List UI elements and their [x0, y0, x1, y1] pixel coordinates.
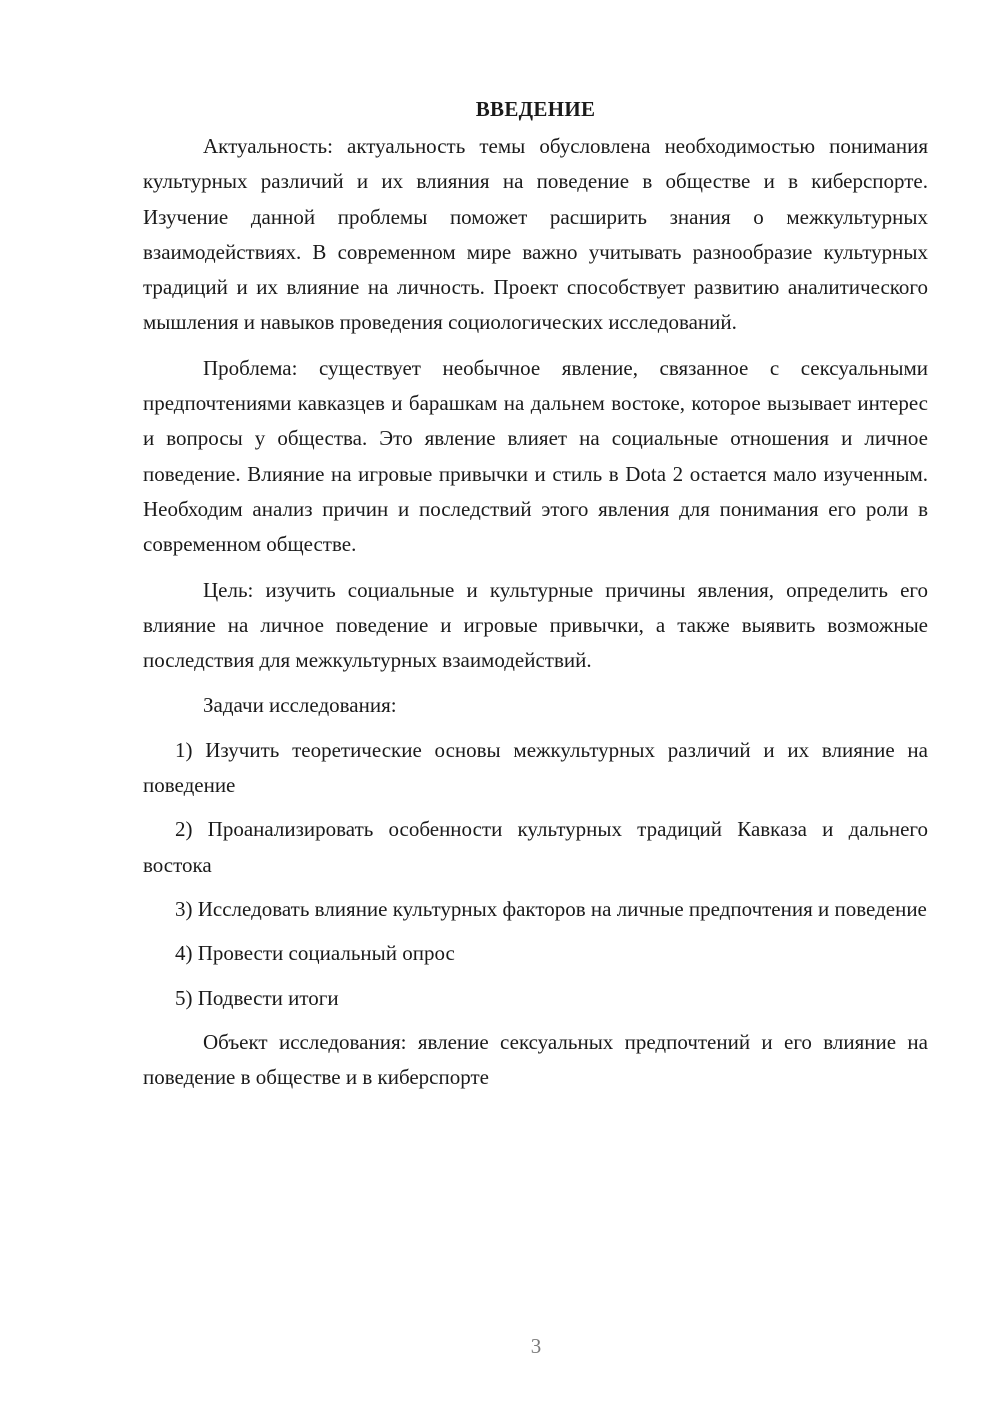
list-item: 5) Подвести итоги	[175, 985, 339, 1010]
list-item: 4) Провести социальный опрос	[175, 941, 455, 966]
page-number: 3	[530, 1334, 542, 1358]
list-item: 3) Исследовать влияние культурных факторов на личные предпочтения и поведение	[175, 896, 927, 921]
paragraph-goal: Цель: изучить социальные и культурные причины явления, определить его влияние на личное поведение и игровые привычки, а также выявить возможные последствия для межкультурных взаимодействий.	[143, 577, 928, 673]
paragraph-relevance: Актуальность: актуальность темы обусловлена необходимостью понимания культурных различий и их влияния на поведение в обществе и в киберспорте. Изучение данной проблемы поможет расширить знания о межкультурных взаимодействиях. В современном мире важно учитывать разнообразие культурных традиций и их влияние на личность. Проект способствует развитию аналитического мышления и навыков проведения социологических исследований.	[143, 134, 928, 335]
paragraph-problem: Проблема: существует необычное явление, связанное с сексуальными предпочтениями кавказцев и барашкам на дальнем востоке, которое вызывает интерес и вопросы у общества. Это явление влияет на социальные отношения и личное поведение. Влияние на игровые привычки и стиль в Dota 2 остается мало изученным. Необходим анализ причин и последствий этого явления для понимания его роли в современном обществе.	[143, 355, 928, 557]
document-page	[143, 92, 928, 1105]
list-item: 1) Изучить теоретические основы межкультурных различий и их влияние на поведение	[143, 737, 928, 798]
section-title: ВВЕДЕНИЕ	[475, 97, 596, 121]
paragraph-object: Объект исследования: явление сексуальных предпочтений и его влияние на поведение в обществе и в киберспорте	[143, 1029, 928, 1090]
tasks-list	[143, 733, 928, 1016]
tasks-heading: Задачи исследования:	[203, 693, 397, 718]
list-item: 2) Проанализировать особенности культурных традиций Кавказа и дальнего востока	[143, 817, 928, 877]
